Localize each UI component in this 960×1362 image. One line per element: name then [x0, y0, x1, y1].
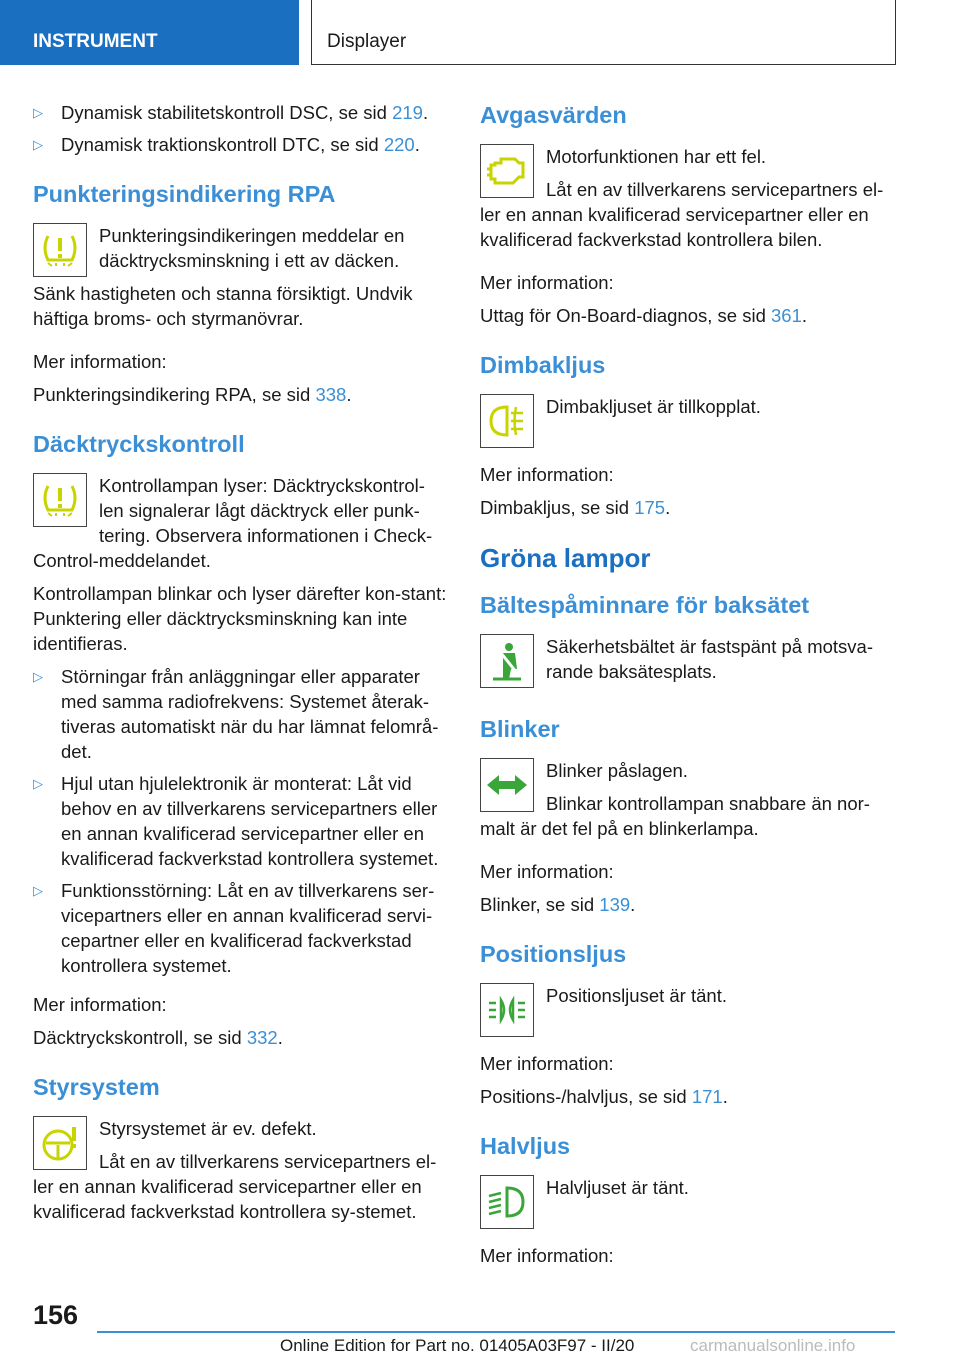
section-title: Punkteringsindikering RPA	[33, 181, 336, 207]
triangle-bullet-icon: ▷	[33, 105, 43, 120]
page-link[interactable]: 171	[691, 1086, 723, 1107]
section-low-beam: Halvljus Halvljuset är tänt. Mer information:	[480, 1131, 898, 1268]
triangle-bullet-icon: ▷	[33, 776, 43, 791]
section-tire-pressure: Däcktryckskontroll Kontrollampan lyser: Däcktryckskontrol-len signalerar lågt däcktryck eller punk-tering. Observera informationen i Check-Control-meddelandet. Kontrollampan blinkar och lyser därefter kon-stant: Punktering eller däcktrycksminskning kan inte identifieras. ▷ Störningar från anläggningar eller apparater med samma radiofrekvens: Systemet återak-tiveras automatiskt när du har lämnat felområ-det. ▷ Hjul utan hjulelektronik är monterat: Låt vid behov en av tillverkarens servicepartners eller en annan kvalificerad servicepartner eller en kvalificerad fackverkstad kontrollera systemet. ▷ Funktionsstörning: Låt en av tillverkarens ser-vicepartners eller en annan kvalificerad servi-cepartner eller en kvalificerad fackverkstad kontrollera systemet. Mer information: Däcktryckskontroll, se sid 332.	[33, 431, 447, 1048]
section-seatbelt: Bältespåminnare för baksätet Säkerhetsbältet är fastspänt på motsva-rande baksätesplats.	[480, 590, 898, 692]
page-link[interactable]: 220	[383, 134, 415, 155]
low-beam-icon	[480, 1175, 534, 1229]
list-item: ▷ Hjul utan hjulelektronik är monterat: Låt vid behov en av tillverkarens servicepartners eller en annan kvalificerad servicepartner eller en kvalificerad fackverkstad kontrollera systemet.	[33, 773, 439, 869]
section-exhaust: Avgasvärden Motorfunktionen har ett fel. Låt en av tillverkarens servicepartners el-ler en annan kvalificerad servicepartner eller en kvalificerad fackverkstad kontrollera bilen. Mer information: Uttag för On-Board-diagnos, se sid 361.	[480, 100, 898, 328]
section-title: Bältespåminnare för baksätet	[480, 592, 810, 618]
tire-pressure-warning-icon	[33, 223, 87, 277]
page-link[interactable]: 175	[634, 497, 666, 518]
edition-text: Online Edition for Part no. 01405A03F97 - II/20	[280, 1336, 635, 1355]
right-column	[480, 100, 898, 1290]
section-title: Blinker	[480, 716, 560, 742]
section-blinker: Blinker Blinker påslagen. Blinkar kontrollampan snabbare än nor-malt är det fel på en blinkerlampa. Mer information: Blinker, se sid 139.	[480, 714, 898, 917]
section-title: Halvljus	[480, 1133, 571, 1159]
section-title: Däcktryckskontroll	[33, 431, 245, 457]
list-item: ▷ Dynamisk traktionskontroll DTC, se sid 220.	[33, 134, 420, 155]
turn-signal-icon	[480, 758, 534, 812]
section-steering: Styrsystem Styrsystemet är ev. defekt. Låt en av tillverkarens servicepartners el-ler en annan kvalificerad servicepartner eller en kvalificerad fackverkstad kontrollera sy-stemet.	[33, 1072, 447, 1224]
triangle-bullet-icon: ▷	[33, 137, 43, 152]
left-column	[33, 100, 447, 1246]
chapter-title: Gröna lampor	[480, 543, 651, 573]
list-item: ▷ Störningar från anläggningar eller apparater med samma radiofrekvens: Systemet återak-tiveras automatiskt när du har lämnat felområ-det.	[33, 666, 439, 762]
triangle-bullet-icon: ▷	[33, 669, 43, 684]
rear-fog-light-icon	[480, 394, 534, 448]
list-item: ▷ Dynamisk stabilitetskontroll DSC, se sid 219.	[33, 102, 429, 123]
watermark: carmanualsonline.info	[690, 1336, 856, 1355]
section-title: Positionsljus	[480, 941, 627, 967]
section-rear-fog: Dimbakljus Dimbakljuset är tillkopplat. Mer information: Dimbakljus, se sid 175.	[480, 350, 898, 520]
tire-pressure-warning-icon	[33, 473, 87, 527]
page-link[interactable]: 332	[246, 1027, 278, 1048]
footer-divider	[97, 1331, 895, 1333]
position-light-icon	[480, 983, 534, 1037]
page-link[interactable]: 219	[392, 102, 423, 123]
page-link[interactable]: 338	[315, 384, 347, 405]
seatbelt-icon	[480, 634, 534, 688]
section-title: Dimbakljus	[480, 352, 606, 378]
page-link[interactable]: 361	[771, 305, 802, 326]
triangle-bullet-icon: ▷	[33, 883, 43, 898]
page-header	[0, 0, 960, 66]
section-rpa: Punkteringsindikering RPA Punkteringsindikeringen meddelar en däcktrycksminskning i ett av däcken. Sänk hastigheten och stanna försiktigt. Undvik häftiga broms- och styrmanövrar. Mer information: Punkteringsindikering RPA, se sid 338.	[33, 179, 447, 407]
section-title: Styrsystem	[33, 1074, 160, 1100]
list-item: ▷ Funktionsstörning: Låt en av tillverkarens ser-vicepartners eller en annan kvalificerad servi-cepartner eller en kvalificerad fackverkstad kontrollera systemet.	[33, 880, 435, 976]
section-title: Avgasvärden	[480, 102, 627, 128]
engine-check-icon	[480, 144, 534, 198]
subsection-tab: Displayer	[311, 0, 896, 65]
steering-warning-icon	[33, 1116, 87, 1170]
section-position-light: Positionsljus Positionsljuset är tänt. Mer information: Positions-/halvljus, se sid 171.	[480, 939, 898, 1109]
section-tab: INSTRUMENT	[0, 0, 299, 65]
page-link[interactable]: 139	[599, 894, 631, 915]
page-number: 156	[33, 1300, 79, 1330]
